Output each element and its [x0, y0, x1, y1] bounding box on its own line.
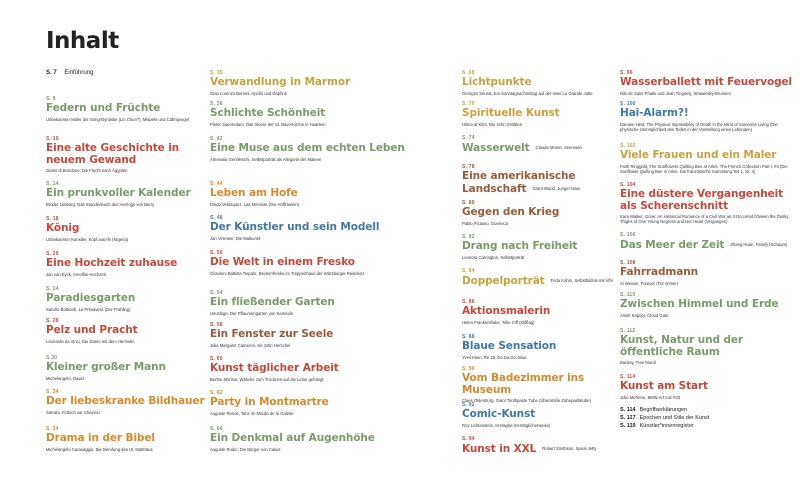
- toc-entry-title: [46, 143, 211, 166]
- toc-page-number: S. 70: [462, 101, 475, 107]
- toc-entry[interactable]: [210, 250, 455, 276]
- toc-page-number: S. 108: [620, 260, 636, 266]
- toc-entry-title: [210, 397, 455, 409]
- back-matter-item[interactable]: [620, 406, 709, 414]
- toc-entry-credit: Niki de Saint Phalle und Jean Tinguely, Strawinsky-Brunnen: [620, 90, 731, 96]
- toc-entry-title: [462, 409, 622, 421]
- toc-entry-credit: Unbekannter Maler der Song-Dynastie (Lin Chun?), Mispeln und Cabrigvogel: [46, 116, 189, 122]
- toc-entry-credit: Ai Weiwei, Forever (Für immer): [620, 280, 679, 286]
- toc-entry-credit: Georges Seurat, Ein Sonntagnachmittag auf der Insel La Grande Jatte: [462, 90, 593, 96]
- toc-entry[interactable]: [620, 260, 795, 286]
- toc-entry[interactable]: [46, 318, 211, 344]
- toc-entry-title-text: Federn und Früchte: [46, 102, 161, 114]
- toc-page-number: S. 35: [210, 70, 223, 76]
- back-matter-page: S. 114: [620, 407, 636, 413]
- toc-entry-title-text: Das Meer der Zeit: [620, 238, 725, 251]
- toc-entry-credit: Michelangelo Caravaggio, Die Berufung des Hl. Matthäus: [46, 446, 153, 452]
- toc-page-number: S. 110: [620, 292, 636, 298]
- toc-page-number: S. 34: [46, 389, 59, 395]
- toc-entry-title: [46, 433, 211, 445]
- toc-entry[interactable]: [620, 101, 795, 132]
- toc-entry-title: [620, 150, 795, 162]
- toc-entry-credit: Sandro Botticelli, La Primavera (Der Frühling): [46, 306, 131, 312]
- toc-entry[interactable]: [462, 164, 622, 195]
- toc-entry-credit: Julia Margaret Cameron, Sir John Herschel: [210, 342, 291, 348]
- toc-entry-title-text: Aktionsmalerin: [462, 305, 551, 317]
- toc-entry-title-text: Schlichte Schönheit: [210, 107, 326, 119]
- intro-label: Einführung: [64, 70, 94, 76]
- toc-entry-title-text: Doppelporträt: [462, 274, 545, 287]
- toc-entry-title: [46, 396, 211, 408]
- toc-entry[interactable]: [462, 268, 622, 287]
- toc-entry-credit: Diego Velázquez, Las Meninas (Die Hoffräulein): [210, 201, 300, 207]
- toc-entry-credit: Hiroshige, Der Pflaumengarten von Kameido: [210, 310, 294, 316]
- toc-entry-title-text: Paradiesgarten: [46, 292, 136, 304]
- toc-entry-title: [462, 77, 622, 89]
- toc-entry-title: [620, 239, 795, 251]
- toc-page-number: S. 38: [210, 101, 223, 107]
- toc-intro[interactable]: [46, 70, 211, 76]
- back-matter-label: Begriffserklärungen: [639, 407, 688, 413]
- toc-entry-title-text: Der liebeskranke Bildhauer: [46, 395, 205, 407]
- toc-entry-credit: Gian Lorenzo Bernini, Apollo und Daphne: [210, 90, 288, 96]
- toc-entry-title: [46, 293, 211, 305]
- toc-entry-title: [462, 443, 622, 455]
- toc-entry[interactable]: [462, 101, 622, 127]
- toc-page-number: S.30: [46, 355, 58, 361]
- toc-entry[interactable]: [210, 70, 455, 96]
- toc-entry-title-text: Pelz und Pracht: [46, 324, 138, 336]
- toc-entry-credit: Berthe Morisot, Wäsche zum Trocknen auf die Leine gehängt: [210, 376, 324, 382]
- toc-entry[interactable]: [46, 96, 211, 122]
- toc-entry-title-text: Kunst in XXL: [462, 442, 537, 455]
- toc-entry-title-text: Spirituelle Kunst: [462, 107, 560, 119]
- back-matter-page: S. 119: [620, 423, 636, 429]
- toc-entry-title-text: Der Künstler und sein Modell: [210, 221, 380, 233]
- toc-page-number: S. 90: [462, 366, 475, 372]
- toc-entry[interactable]: [620, 374, 795, 400]
- toc-entry[interactable]: [210, 181, 455, 207]
- toc-entry-title: [46, 325, 211, 337]
- back-matter-page: S. 117: [620, 415, 636, 421]
- toc-entry-credit: Auguste Renoir, Tanz im Moulin de la Galette: [210, 410, 294, 416]
- toc-entry-title: [210, 297, 455, 309]
- toc-page-number: S. 8: [46, 96, 56, 102]
- toc-entry[interactable]: [462, 135, 622, 154]
- toc-entry-credit: Giovanni Battista Tiepolo, Deckenfresko im Treppenhaus der Würzburger Residenz: [210, 270, 365, 276]
- toc-entry[interactable]: [210, 390, 455, 416]
- toc-entry[interactable]: [462, 299, 622, 325]
- toc-entry[interactable]: [462, 70, 622, 96]
- toc-entry-title: [210, 143, 455, 155]
- toc-entry-credit: Frida Kahlo, Selbstbildnis mit Affe: [550, 278, 613, 283]
- toc-entry-title: [620, 77, 795, 89]
- toc-entry-title-text: Blaue Sensation: [462, 340, 557, 352]
- toc-entry[interactable]: [46, 355, 211, 381]
- toc-entry-credit: Claes Oldenburg, Giant Toothpaste Tube (Überaroße Zahnpastatube): [462, 398, 591, 403]
- toc-entry-credit: Helen Frankenthaler, Tolle Ciff (Klifflag): [462, 319, 535, 325]
- toc-entry[interactable]: [620, 232, 795, 251]
- toc-entry-credit: Grant Wood, Junger Mais: [532, 185, 581, 191]
- toc-entry[interactable]: [210, 290, 455, 316]
- toc-entry-title: [210, 77, 455, 89]
- toc-entry-title-text: Fahrradmann: [620, 266, 698, 278]
- toc-entry-credit: Yves Klein, Re 26, Do Da Do, Blue: [462, 354, 527, 360]
- toc-entry[interactable]: [46, 251, 211, 277]
- toc-entry-title: [462, 306, 622, 318]
- toc-entry-title: [620, 267, 795, 279]
- toc-page-number: S. 106: [620, 232, 636, 238]
- toc-entry[interactable]: [462, 200, 622, 226]
- toc-page-number: S. 94: [462, 436, 475, 442]
- toc-entry-title-text: Gegen den Krieg: [462, 206, 560, 218]
- toc-entry-credit: Pablo Picasso, Guernica: [462, 220, 508, 226]
- toc-page-number: S. 100: [620, 101, 636, 107]
- toc-entry-title: [462, 373, 622, 396]
- toc-entry[interactable]: [210, 215, 455, 241]
- toc-entry-credit: Michelangelo, David: [46, 375, 84, 381]
- toc-entry-title-text: Viele Frauen und ein Maler: [620, 149, 777, 161]
- toc-page-number: S. 96: [620, 70, 633, 76]
- toc-entry-title: [46, 258, 211, 270]
- back-matter-item[interactable]: [620, 414, 709, 422]
- toc-entry[interactable]: [620, 143, 795, 174]
- toc-entry-title-text: Wasserwelt: [462, 141, 530, 154]
- toc-page-number: S. 24: [46, 286, 59, 292]
- toc-entry-title: [210, 188, 455, 200]
- toc-page-number: S. 80: [462, 200, 475, 206]
- toc-entry-title: [462, 207, 622, 219]
- toc-entry-credit: Leonora Carrington, Selbstporträt: [462, 254, 525, 260]
- toc-entry-title: [462, 275, 622, 287]
- toc-entry[interactable]: [46, 426, 211, 452]
- toc-entry-title-text: Kleiner großer Mann: [46, 361, 166, 373]
- toc-entry-credit: Artemisia Gentileschi, Selbstporträt als Allegorie der Malerei: [210, 156, 322, 162]
- toc-entry-title-text: Eine Hochzeit zuhause: [46, 257, 178, 269]
- toc-entry-credit: Damien Hirst, The Physical Impossibility of Death in the Mind of Someone Living (Die physische Unmöglichkeit des Todes in der Vorstellung eines Lebenden): [620, 121, 778, 132]
- toc-entry-title: [620, 299, 795, 311]
- toc-entry-title-text: Hai-Alarm?!: [620, 107, 689, 119]
- toc-page-number: S. 86: [462, 299, 475, 305]
- toc-entry-credit: Unbekannter Künstler, Kopf aus Ife (Nigeria): [46, 236, 129, 242]
- toc-entry-title: [46, 103, 211, 115]
- toc-entry-title: [210, 222, 455, 234]
- toc-entry-credit: Pieter Saenredam, Das Innere der St. Bavo-Kirche in Haarlem: [210, 121, 326, 127]
- toc-entry-title: [210, 108, 455, 120]
- toc-page-number: S. 104: [620, 182, 636, 188]
- toc-entry-title: [462, 171, 622, 195]
- toc-entry-credit: Anish Kapoor, Cloud Gate: [620, 312, 669, 318]
- toc-entry-credit: Banksy, Tree Mural: [620, 360, 656, 365]
- toc-entry[interactable]: [46, 216, 211, 242]
- toc-entry-credit: Robert Smithson, Spiral Jetty: [542, 446, 597, 451]
- toc-entry-title-text: Eine Muse aus dem echten Leben: [210, 142, 405, 154]
- toc-entry-credit: Kara Walker, Gone: An Historical Romance of a Civil War as It Occurred b'tween the Dusky Thighs of One Young Negress and Her Heart (Vergangen): [620, 214, 789, 225]
- toc-entry[interactable]: [620, 182, 795, 224]
- toc-page-number: S. 20: [46, 251, 59, 257]
- toc-page-number: S. 114: [620, 374, 636, 380]
- toc-page-number: S. 88: [462, 334, 475, 340]
- toc-entry-credit: Brüder Limburg, Das Stundenbuch des Herzogs von Berry: [46, 201, 155, 207]
- toc-entry-title-text: Eine alte Geschichte in neuem Gewand: [46, 142, 180, 166]
- toc-page-number: S. 92: [462, 402, 475, 408]
- toc-entry-title: [462, 241, 622, 253]
- toc-entry-credit: Zhang Huan, Family (Schaum): [730, 242, 788, 247]
- toc-entry-title-text: Eine amerikanische Landschaft: [462, 170, 576, 195]
- toc-entry[interactable]: [462, 234, 622, 260]
- toc-entry[interactable]: [620, 292, 795, 318]
- toc-entry[interactable]: [46, 389, 211, 415]
- toc-entry-title: [210, 363, 455, 375]
- toc-entry-title-text: Die Welt in einem Fresko: [210, 256, 355, 268]
- toc-entry[interactable]: [462, 334, 622, 360]
- intro-page: S. 7: [46, 70, 57, 76]
- toc-entry-title-text: Drang nach Freiheit: [462, 240, 578, 252]
- toc-page-number: S. 82: [462, 234, 475, 240]
- toc-entry-credit: Jan van Eyck, Arnolfini-Hochzeit: [46, 271, 106, 277]
- toc-entry-title-text: Drama in der Bibel: [46, 432, 155, 444]
- page-title: Inhalt: [46, 28, 119, 54]
- toc-page-number: S. 54: [210, 290, 223, 296]
- toc-entry-title: [620, 189, 795, 212]
- toc-page-number: S. 50: [210, 250, 223, 256]
- back-matter-label: Künstler*innenregister: [639, 423, 694, 429]
- toc-page-number: S. 112: [620, 328, 636, 334]
- toc-entry[interactable]: [462, 366, 622, 403]
- toc-page-number: S. 102: [620, 143, 636, 149]
- toc-entry-credit: Julie Mehretu, BMW Art Car #20: [620, 394, 681, 400]
- toc-entry-title-text: Vom Badezimmer ins Museum: [462, 372, 585, 396]
- toc-entry-title: [210, 433, 455, 445]
- toc-entry-title-text: Kunst täglicher Arbeit: [210, 362, 339, 374]
- toc-entry-title-text: Lichtpunkte: [462, 76, 532, 88]
- toc-page-number: S. 14: [46, 181, 59, 187]
- back-matter: [620, 406, 709, 430]
- toc-entry[interactable]: [46, 181, 211, 207]
- toc-entry-credit: Hilma af Klint, Die zehn Größten: [462, 121, 523, 127]
- toc-entry-title-text: Zwischen Himmel und Erde: [620, 298, 779, 310]
- toc-entry[interactable]: [462, 402, 622, 428]
- toc-entry[interactable]: [210, 322, 455, 348]
- toc-entry[interactable]: [46, 136, 211, 173]
- toc-entry-title: [46, 188, 211, 200]
- toc-entry-title-text: König: [46, 222, 80, 234]
- toc-page-number: S. 84: [462, 268, 475, 274]
- toc-entry-credit: Auguste Rodin, Die Bürger von Calais: [210, 446, 281, 452]
- toc-entry-title: [210, 329, 455, 341]
- toc-page-number: S. 34: [46, 426, 59, 432]
- toc-entry-title: [462, 341, 622, 353]
- toc-entry[interactable]: [46, 286, 211, 312]
- toc-entry-title-text: Ein prunkvoller Kalender: [46, 187, 191, 199]
- toc-entry[interactable]: [462, 436, 622, 455]
- toc-entry-credit: Roy Lichtenstein, M-Maybe (M-Möglicherweise): [462, 422, 551, 428]
- toc-entry[interactable]: [210, 136, 455, 162]
- toc-page-number: S. 10: [46, 136, 59, 142]
- toc-entry-title: [210, 257, 455, 269]
- toc-page-number: S. 78: [462, 164, 475, 170]
- toc-entry-title: [46, 362, 211, 374]
- toc-page-number: S. 44: [210, 181, 223, 187]
- toc-entry-title-text: Ein Fenster zur Seele: [210, 328, 334, 340]
- toc-entry-title: [462, 142, 622, 154]
- back-matter-label: Epochen und Stile der Kunst: [639, 415, 710, 421]
- toc-entry-title-text: Ein fließender Garten: [210, 296, 335, 308]
- toc-entry-title-text: Eine düstere Vergangenheit als Scherenschnitt: [620, 188, 784, 212]
- toc-entry-title: [620, 381, 795, 393]
- toc-entry-title: [620, 335, 795, 358]
- toc-entry[interactable]: [620, 70, 795, 96]
- toc-entry-credit: Faith Ringgold, The Sunflowers Quilting Bee at Arles, The French Collection Part I, #4 (Die Sunflower Quilting Bee in Arles, Die französische Sammlung Teil 1, Nr. 4): [620, 163, 788, 174]
- toc-entry-title: [620, 108, 795, 120]
- toc-entry-title: [46, 223, 211, 235]
- toc-entry[interactable]: [620, 328, 795, 365]
- toc-entry[interactable]: [210, 101, 455, 127]
- toc-entry-title-text: Leben am Hofe: [210, 187, 298, 199]
- toc-entry-title: [462, 108, 622, 120]
- toc-page-number: S. 74: [462, 135, 475, 141]
- toc-entry-title-text: Verwandlung in Marmor: [210, 76, 351, 88]
- toc-page-number: S. 48: [210, 215, 223, 221]
- toc-entry-title-text: Comic-Kunst: [462, 408, 536, 420]
- toc-page-number: S. 62: [210, 390, 223, 396]
- toc-entry-credit: Giotto di Bondone, Die Flucht nach Ägypten: [46, 168, 128, 173]
- toc-entry-title-text: Kunst, Natur und der öffentliche Raum: [620, 334, 743, 358]
- toc-entry-title-text: Ein Denkmal auf Augenhöhe: [210, 432, 375, 444]
- toc-entry-credit: Sarrabi, Fortsch var Chavrou: [46, 409, 100, 415]
- toc-entry-title-text: Party in Montmartre: [210, 396, 329, 408]
- toc-page-number: S. 42: [210, 136, 223, 142]
- toc-page-number: S. 68: [462, 70, 475, 76]
- toc-page-number: S. 18: [46, 216, 59, 222]
- toc-entry-title-text: Wasserballett mit Feuervogel: [620, 76, 793, 88]
- back-matter-item[interactable]: [620, 422, 709, 430]
- toc-page-number: S. 58: [210, 322, 223, 328]
- toc-page-number: S. 60: [210, 356, 223, 362]
- toc-entry[interactable]: [210, 426, 455, 452]
- toc-entry-credit: Jan Vermeer, Die Malkunst: [210, 235, 261, 241]
- toc-entry-title-text: Kunst am Start: [620, 380, 708, 392]
- toc-entry-credit: Claude Monet, Seerosen: [535, 145, 582, 150]
- toc-entry-credit: Leonardo da Vinci, Die Dame mit dem Hermelin: [46, 338, 135, 344]
- toc-page-number: S. 64: [210, 426, 223, 432]
- toc-page-number: S. 28: [46, 318, 59, 324]
- toc-entry[interactable]: [210, 356, 455, 382]
